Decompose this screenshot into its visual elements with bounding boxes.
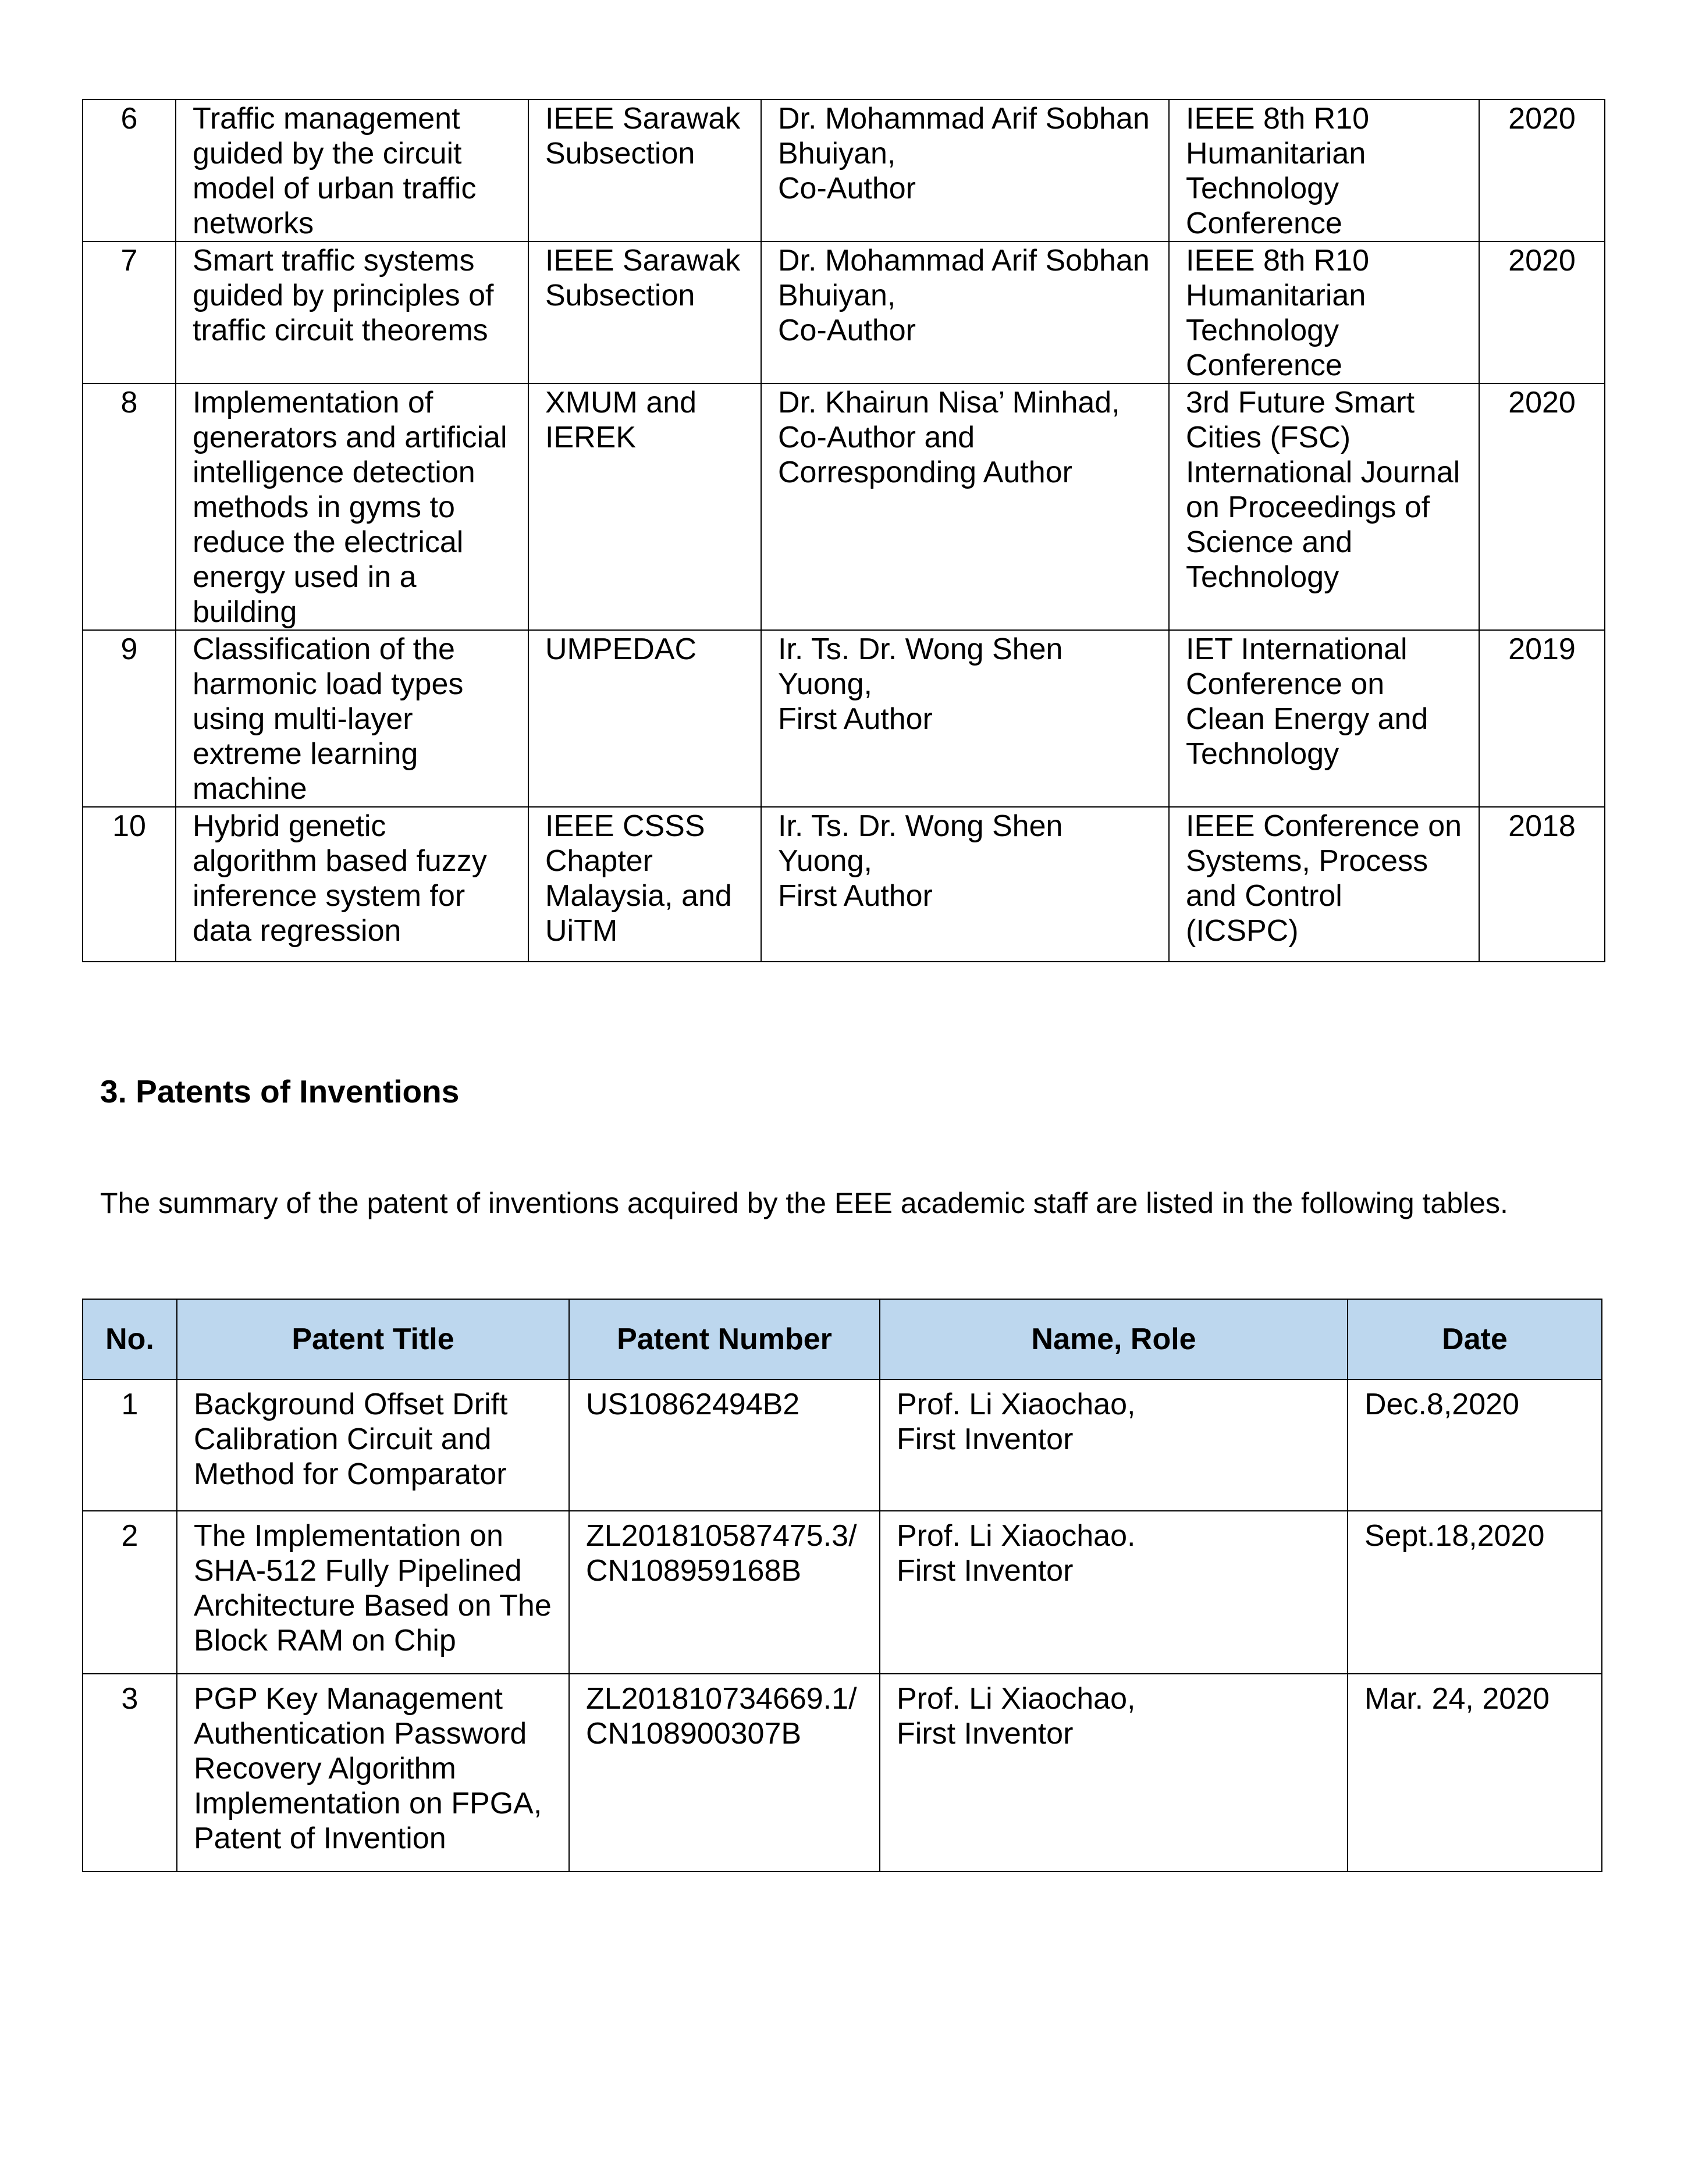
year: 2020 [1479,241,1605,383]
row-number: 10 [83,807,176,962]
year: 2018 [1479,807,1605,962]
author-role: Ir. Ts. Dr. Wong Shen Yuong, First Author [761,630,1169,807]
header-no: No. [83,1299,177,1379]
header-date: Date [1348,1299,1602,1379]
row-number: 8 [83,383,176,630]
year: 2020 [1479,99,1605,241]
table-row [83,383,1605,630]
paper-title: Hybrid genetic algorithm based fuzzy inference system for data regression [176,807,528,962]
inventor-role: Prof. Li Xiaochao, First Inventor [880,1674,1348,1872]
organizer: IEEE CSSS Chapter Malaysia, and UiTM [528,807,761,962]
year: 2019 [1479,630,1605,807]
publications-table [82,99,1605,962]
patent-title: PGP Key Management Authentication Password Recovery Algorithm Implementation on FPGA, Patent of Invention [177,1674,569,1872]
conference: 3rd Future Smart Cities (FSC) International Journal on Proceedings of Science and Technology [1169,383,1479,630]
paper-title: Classification of the harmonic load types using multi-layer extreme learning machine [176,630,528,807]
author-role: Dr. Mohammad Arif Sobhan Bhuiyan, Co-Author [761,241,1169,383]
section-intro: The summary of the patent of inventions acquired by the EEE academic staff are listed in the following tables. [100,1187,1508,1219]
conference: IEEE 8th R10 Humanitarian Technology Conference [1169,99,1479,241]
conference: IET International Conference on Clean Energy and Technology [1169,630,1479,807]
row-number: 7 [83,241,176,383]
author-role: Ir. Ts. Dr. Wong Shen Yuong, First Author [761,807,1169,962]
paper-title: Implementation of generators and artificial intelligence detection methods in gyms to reduce the electrical energy used in a building [176,383,528,630]
conference: IEEE Conference on Systems, Process and Control (ICSPC) [1169,807,1479,962]
table-row [83,807,1605,962]
section-heading: 3. Patents of Inventions [100,1073,460,1109]
inventor-role: Prof. Li Xiaochao. First Inventor [880,1511,1348,1674]
conference: IEEE 8th R10 Humanitarian Technology Conference [1169,241,1479,383]
table-row [83,99,1605,241]
table-row [83,1379,1602,1511]
row-number: 6 [83,99,176,241]
table-header-row [83,1299,1602,1379]
organizer: XMUM and IEREK [528,383,761,630]
organizer: IEEE Sarawak Subsection [528,99,761,241]
table-row [83,241,1605,383]
table-row [83,1511,1602,1674]
patent-title: Background Offset Drift Calibration Circuit and Method for Comparator [177,1379,569,1511]
patent-date: Sept.18,2020 [1348,1511,1602,1674]
table-row [83,630,1605,807]
organizer: UMPEDAC [528,630,761,807]
author-role: Dr. Mohammad Arif Sobhan Bhuiyan, Co-Author [761,99,1169,241]
patent-date: Dec.8,2020 [1348,1379,1602,1511]
paper-title: Smart traffic systems guided by principles of traffic circuit theorems [176,241,528,383]
author-role: Dr. Khairun Nisa’ Minhad, Co-Author and Corresponding Author [761,383,1169,630]
organizer: IEEE Sarawak Subsection [528,241,761,383]
inventor-role: Prof. Li Xiaochao, First Inventor [880,1379,1348,1511]
patents-table [82,1299,1602,1872]
patent-number: US10862494B2 [569,1379,880,1511]
paper-title: Traffic management guided by the circuit model of urban traffic networks [176,99,528,241]
year: 2020 [1479,383,1605,630]
patent-number: ZL201810587475.3/ CN108959168B [569,1511,880,1674]
header-name-role: Name, Role [880,1299,1348,1379]
row-number: 9 [83,630,176,807]
patent-date: Mar. 24, 2020 [1348,1674,1602,1872]
row-number: 1 [83,1379,177,1511]
table-row [83,1674,1602,1872]
patent-number: ZL201810734669.1/ CN108900307B [569,1674,880,1872]
row-number: 2 [83,1511,177,1674]
patent-title: The Implementation on SHA-512 Fully Pipelined Architecture Based on The Block RAM on Chip [177,1511,569,1674]
row-number: 3 [83,1674,177,1872]
header-patent-title: Patent Title [177,1299,569,1379]
header-patent-number: Patent Number [569,1299,880,1379]
